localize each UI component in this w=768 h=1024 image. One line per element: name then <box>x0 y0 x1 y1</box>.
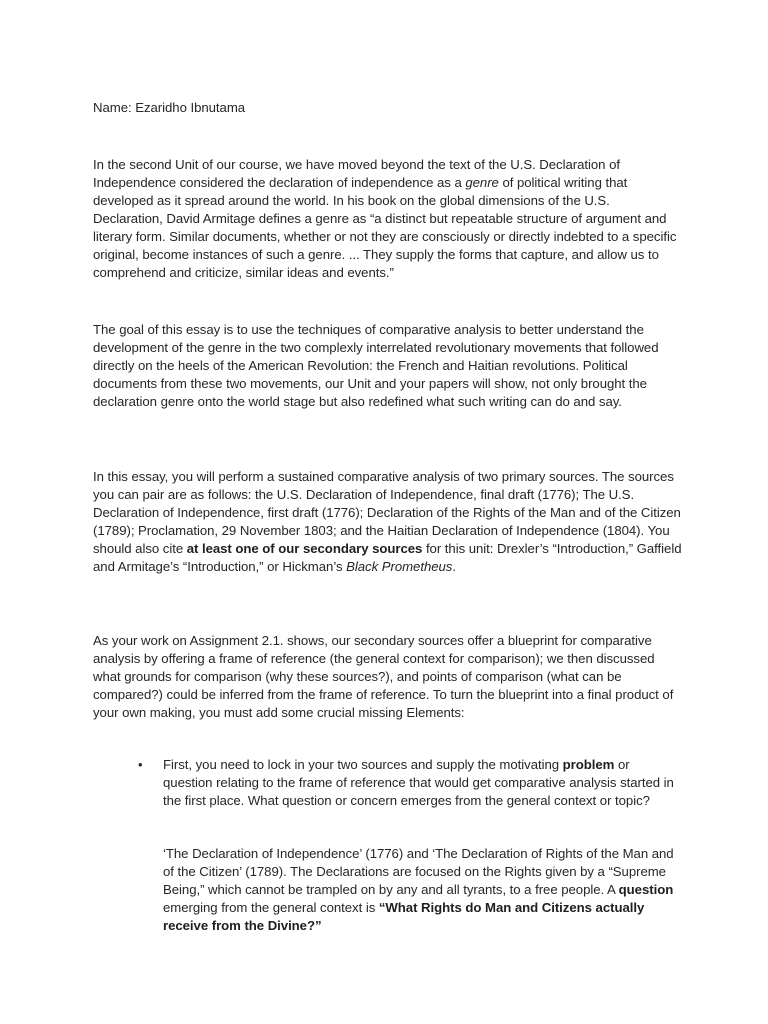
response-text: emerging from the general context is <box>163 900 379 915</box>
secondary-sources-emphasis: at least one of our secondary sources <box>186 541 423 556</box>
paragraph-text: In this essay, you will perform a sustained comparative analysis of two primary sources. The sources you can pair are as follows: the U.S. Declaration of Independence, final draft (1776); The U.S. Declaration of Independence, first draft (1776); Declaration of the Rights of the Man and of the Citizen (1789); Proclamation, 29 November 1803; and the Haitian Declaration of Independence (1804). You should also cite <box>93 469 681 556</box>
paragraph-blueprint: As your work on Assignment 2.1. shows, our secondary sources offer a blueprint for comparative analysis by offering a frame of reference (the general context for comparison); we then discussed what grounds for comparison (why these sources?), and points of comparison (what can be compared?) could be inferred from the frame of reference. To turn the blueprint into a final product of your own making, you must add some crucial missing Elements: <box>93 633 674 720</box>
research-question: “What Rights do Man and Citizens actually receive from the Divine?” <box>163 900 645 933</box>
paragraph-text: for this unit: Drexler’s “Introduction,” Gaffield and Armitage’s “Introduction,” or Hickman’s <box>93 541 682 574</box>
response-text: ‘The Declaration of Independence’ (1776) and ‘The Declaration of Rights of the Man and of the Citizen’ (1789). The Declarations are focused on the Rights given by a “Supreme Being,” which cannot be trampled on by any and all tyrants, to a free people. A <box>163 846 674 897</box>
paragraph-genre-intro <box>93 156 683 282</box>
bullet-text-part: First, you need to lock in your two sources and supply the motivating <box>163 757 563 772</box>
paragraph-text: In the second Unit of our course, we have moved beyond the text of the U.S. Declaration of Independence considered the declaration of independence as a <box>93 157 620 190</box>
paragraph-sources <box>93 468 683 576</box>
bullet-list-item <box>93 756 683 810</box>
student-response <box>163 845 678 935</box>
question-emphasis: question <box>618 882 674 897</box>
bullet-text-part: or question relating to the frame of reference that would get comparative analysis started in the first place. What question or concern emerges from the general context or topic? <box>163 757 674 808</box>
student-name: Name: Ezaridho Ibnutama <box>93 100 246 115</box>
genre-emphasis: genre <box>465 175 499 190</box>
bullet-text <box>163 756 678 810</box>
problem-emphasis: problem <box>562 757 615 772</box>
paragraph-text: . <box>452 559 456 574</box>
bullet-icon: • <box>138 757 143 772</box>
book-title: Black Prometheus <box>346 559 453 574</box>
paragraph-essay-goal: The goal of this essay is to use the techniques of comparative analysis to better understand the development of the genre in the two complexly interrelated revolutionary movements that followed directly on the heels of the American Revolution: the French and Haitian revolutions. Political documents from these two movements, our Unit and your papers will show, not only brought the declaration genre onto the world stage but also redefined what such writing can do and say. <box>93 322 659 409</box>
paragraph-text: of political writing that developed as it spread around the world. In his book on the global dimensions of the U.S. Declaration, David Armitage defines a genre as “a distinct but repeatable structure of argument and literary form. Similar documents, whether or not they are consciously or directly indebted to a specific original, become instances of such a genre. ... They supply the forms that capture, and allow us to comprehend and criticize, similar ideas and events.” <box>93 175 677 280</box>
